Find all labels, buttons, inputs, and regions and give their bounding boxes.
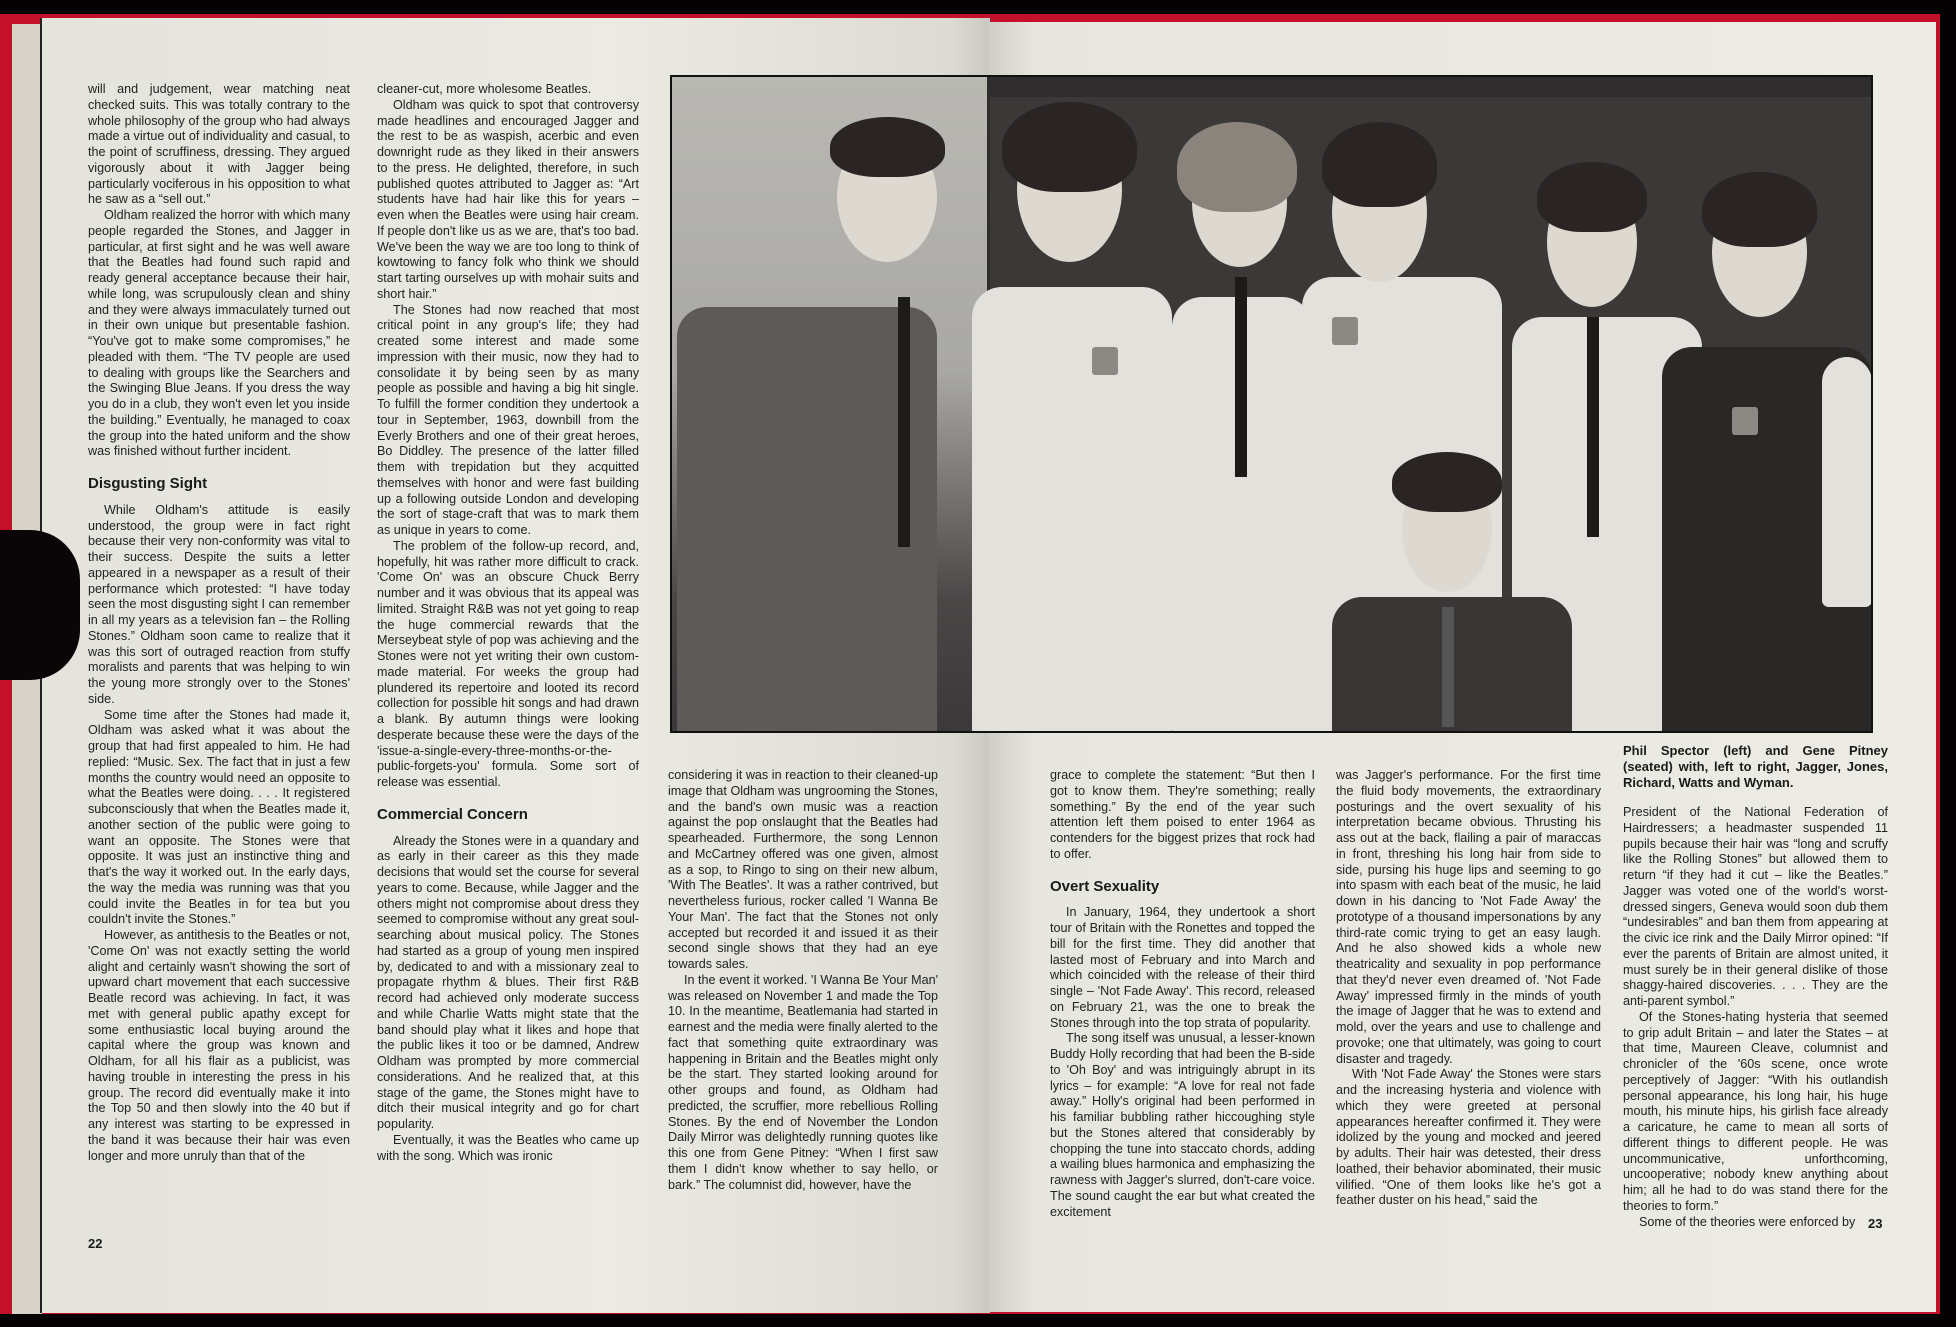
figure-tie — [1587, 317, 1599, 537]
figure-hair — [830, 117, 945, 177]
drink-glass — [1732, 407, 1758, 435]
paragraph: With 'Not Fade Away' the Stones were stars and the increasing hysteria and violence with which they were greeted at personal appearances hereafter confirmed it. They were idolized by the young and mocked and jeered by adults. Their hair was detested, their dress loathed, their behavior abominated, their music vilified. “One of them looks like he's got a feather duster on his head,” said the — [1336, 1067, 1601, 1208]
paragraph: However, as antithesis to the Beatles or not, 'Come On' was not exactly setting the world alight and certainly wasn't showing the sort of upward chart movement that each successive Beatle record was achieving. In fact, it was met with general public apathy except for some enthusiastic local buying around the capital where the group was known and Oldham, for all his flair as a publicist, was having trouble in interesting the press in his group. The record did eventually make it into the Top 50 and then slowly into the 40 but if any interest was starting to be expressed in the band it was because their hair was even longer and more unruly than that of the — [88, 928, 350, 1163]
paragraph: In January, 1964, they undertook a short tour of Britain with the Ronettes and topped the bill for the first time. They did another that lasted most of February and into March and which coincided with the release of their third single – 'Not Fade Away'. This record, released on February 21, was the one to break the Stones through into the top strata of popularity. — [1050, 905, 1315, 1030]
paragraph: The song itself was unusual, a lesser-known Buddy Holly recording that had been the B-side to 'Oh Boy' and was intriguingly abrupt in its lyrics – for example: “A love for real not fade away.” Holly's original had been performed in his familiar bubbling rather hiccoughing style but the Stones altered that considerably by chopping the tune into staccato chords, adding a wailing blues harmonica and emphasizing the rawness with Jagger's slurred, don't-care voice. The sound caught the ear but what created the excitement — [1050, 1031, 1315, 1219]
figure-hair — [1322, 122, 1437, 207]
figure-hair — [1177, 122, 1297, 212]
figure-tie — [1235, 277, 1247, 477]
paragraph: President of the National Federation of Hairdressers; a headmaster suspended 11 pupils because their hair was “long and scruffy like the Rolling Stones” but allowed them to return “if they had it cut – like the Beatles.” Jagger was voted one of the world's worst-dressed singers, Geneva would soon dub them “undesirables” and ban them from appearing at the civic ice rink and the Daily Mirror opined: “If ever the parents of Britain are almost united, it must surely be in their general dislike of those shaggy-haired discoveries. . . . They are the anti-parent symbol.” — [1623, 805, 1888, 1008]
paragraph: While Oldham's attitude is easily understood, the group were in fact right because their very non-conformity was vital to their success. Despite the suits a letter appeared in a newspaper as a result of their performance which protested: “I have today seen the most disgusting sight I can remember in all my years as a television fan – the Rolling Stones.” Oldham soon came to realize that it was this sort of outraged reaction from stuffy moralists and parents that was helping to win the young more strongly over to the Stones' side. — [88, 502, 350, 706]
page-number-left: 22 — [88, 1236, 103, 1251]
paragraph: Of the Stones-hating hysteria that seemed to grip adult Britain – and later the States – at that time, Maureen Cleave, columnist and chronicler of the '60s scene, once wrote perceptively of Jagger: “With his outlandish personal appearance, his long hair, his huge mouth, his minute hips, his girlish face already a caricature, he came to mean all sorts of different things to different people. He was uncommunicative, unforthcoming, uncooperative; nobody knew anything about him; all he had to do was stand there for the theories to form.” — [1623, 1009, 1888, 1213]
paragraph: The Stones had now reached that most critical point in any group's life; they had created some interest and made some impression with their music, now they had to consolidate it by being seen by as many people as possible and having a big hit single. To fulfill the former condition they undertook a tour in September, 1963, downbill from the Everly Brothers and one of their great heroes, Bo Diddley. The presence of the latter filled them with trepidation but they acquitted themselves with honor and were fast building up a following outside London and developing the sort of stage-craft that was to mark them as unique in years to come. — [377, 302, 639, 537]
section-heading-overt-sexuality: Overt Sexuality — [1050, 877, 1160, 895]
paragraph: considering it was in reaction to their cleaned-up image that Oldham was ungrooming the Stones, and the band's own music was a reaction against the pop onslaught that the Beatles had spearheaded. Furthermore, the song Lennon and McCartney offered was one given, almost as a sop, to Ringo to sing on their new album, 'With The Beatles'. It was a rather contrived, but nevertheless furious, rocker called 'I Wanna Be Your Man'. The fact that the Stones not only accepted but recorded it and issued it as their second single shows that they had an eye towards sales. — [668, 768, 938, 971]
figure-tie — [898, 297, 910, 547]
drink-glass — [1332, 317, 1358, 345]
column-1 — [88, 82, 350, 1164]
paragraph: Already the Stones were in a quandary and as early in their career as this they made decisions that would set the course for several years to come. Because, while Jagger and the others might not compromise about dress they seemed to compromise without any great soul-searching about musical policy. The Stones had started as a group of young men inspired by, dedicated to and with a missionary zeal to propagate rhythm & blues. Their first R&B record had achieved only moderate success and while Charlie Watts might state that the band should play what it likes and hope that the public likes it too or be damned, Andrew Oldham was prompted by more commercial considerations. And he realized that, at this stage of the game, the Stones might have to ditch their musical integrity and go for chart popularity. — [377, 833, 639, 1131]
figure-seated-hair — [1392, 452, 1502, 512]
thumb-holding-book — [0, 530, 80, 680]
paragraph: Oldham was quick to spot that controversy made headlines and encouraged Jagger and the rest to be as waspish, acerbic and even downright rude as they liked in their answers to the press. He delighted, therefore, in such published quotes attributed to Jagger as: “Art students have had hair like this for years – even when the Beatles were using hair cream. If people don't like us as we are, that's too bad. We've been the way we are too long to think of kowtowing to fancy folk who think we should start tarting ourselves up with mohair suits and short hair.” — [377, 97, 639, 301]
figure-shirt — [972, 287, 1172, 733]
paragraph: Eventually, it was the Beatles who came up with the song. Which was ironic — [377, 1132, 639, 1163]
column-2 — [377, 82, 639, 1164]
section-heading-disgusting-sight: Disgusting Sight — [88, 475, 208, 492]
drink-glass — [1092, 347, 1118, 375]
paragraph: will and judgement, wear matching neat checked suits. This was totally contrary to the whole philosophy of the group who had always made a virtue out of individuality and casual, to the point of scruffiness, dressing. They argued vigorously about it with Jagger being particularly vociferous in his opposition to what he saw as a “sell out.” — [88, 82, 350, 207]
page-number-right: 23 — [1868, 1216, 1883, 1231]
section-heading-commercial-concern: Commercial Concern — [377, 805, 528, 823]
photo-caption: Phil Spector (left) and Gene Pitney (seated) with, left to right, Jagger, Jones, Richard, Watts and Wyman. — [1623, 743, 1888, 790]
paragraph: cleaner-cut, more wholesome Beatles. — [377, 82, 592, 96]
figure-seated-tie — [1442, 607, 1454, 727]
column-4 — [1050, 768, 1315, 1220]
figure-hair — [1702, 172, 1817, 247]
figure-hair — [1537, 162, 1647, 232]
column-5 — [1336, 768, 1601, 1209]
paragraph: Some of the theories were enforced by — [1639, 1214, 1856, 1229]
group-photo — [670, 75, 1873, 733]
paragraph: In the event it worked. 'I Wanna Be Your Man' was released on November 1 and made the Top 10. In the meantime, Beatlemania had started in earnest and the media were finally alerted to the fact that something quite extraordinary was happening in Britain and the Beatles might only be the start. They started looking around for other groups and found, as Oldham had predicted, the scruffier, more rebellious Rolling Stones. By the end of November the London Daily Mirror was delightedly running quotes like this one from Gene Pitney: “When I first saw them I didn't know whether to say hello, or bark.” The columnist did, however, have the — [668, 972, 938, 1192]
column-6 — [1623, 743, 1888, 1230]
column-3 — [668, 768, 938, 1193]
paragraph: grace to complete the statement: “But then I got to know them. They're something; really something.” By the end of the year such attention left them poised to enter 1964 as contenders for the biggest prizes that rock had to offer. — [1050, 768, 1315, 861]
paragraph: The problem of the follow-up record, and, hopefully, hit was rather more difficult to crack. 'Come On' was an obscure Chuck Berry number and it was obvious that its appeal was limited. Straight R&B was not yet going to reap the huge commercial rewards that the Merseybeat style of pop was achieving and the Stones were not yet writing their own custom-made material. For weeks the group had plundered its repertoire and looted its record collection for possible hit songs and had drawn a blank. By autumn things were looking desperate because these were the days of the 'issue-a-single-every-three-months-or-the-public-forgets-you' formula. Some sort of release was essential. — [377, 538, 639, 789]
figure-hair — [1002, 102, 1137, 192]
paragraph: Oldham realized the horror with which many people regarded the Stones, and Jagger in particular, at first sight and he was well aware that the Beatles had found such rapid and ready general acceptance because their hair, while long, was scrupulously clean and shiny and they were always immaculately turned out in their own unique but presentable fashion. “You've got to make some compromises,” he pleaded with them. “The TV people are used to dealing with groups like the Searchers and the Swinging Blue Jeans. If you dress the way you do in a club, they won't even let you inside the building.” Eventually, he managed to coax the group into the hated uniform and the show was finished without further incident. — [88, 208, 350, 459]
figure-shirt-sleeve — [1822, 357, 1872, 607]
paragraph: was Jagger's performance. For the first time the fluid body movements, the extraordinary posturings and the overt sexuality of his interpretation became obvious. Thrusting his ass out at the back, flailing a pair of maraccas in front, threshing his long hair from side to side, pursing his huge lips and seeming to go into spasm with each beat of the music, he laid down in his dancing to 'Not Fade Away' the prototype of a thousand impersonations by any third-rate comic trying to get an easy laugh. And he also showed kids a whole new theatricality and sexuality in pop performance that they'd never even dreamed of. 'Not Fade Away' impressed firmly in the minds of youth the image of Jagger that he was to extend and mold, over the years and use to challenge and provoke; one that ultimately, was going to court disaster and tragedy. — [1336, 768, 1601, 1066]
paragraph: Some time after the Stones had made it, Oldham was asked what it was about the group that had first appealed to him. He had replied: “Music. Sex. The fact that in just a few months the country would need an opposite to what the Beatles were doing. . . . It registered subconsciously that when the Beatles made it, another section of the public were going to want an opposite. The Stones were that opposite. It was just an instinctive thing and that's the way it worked out. In the early days, the way the media was running was that you could invite the Beatles in for tea but you couldn't invite the Stones.” — [88, 707, 350, 927]
